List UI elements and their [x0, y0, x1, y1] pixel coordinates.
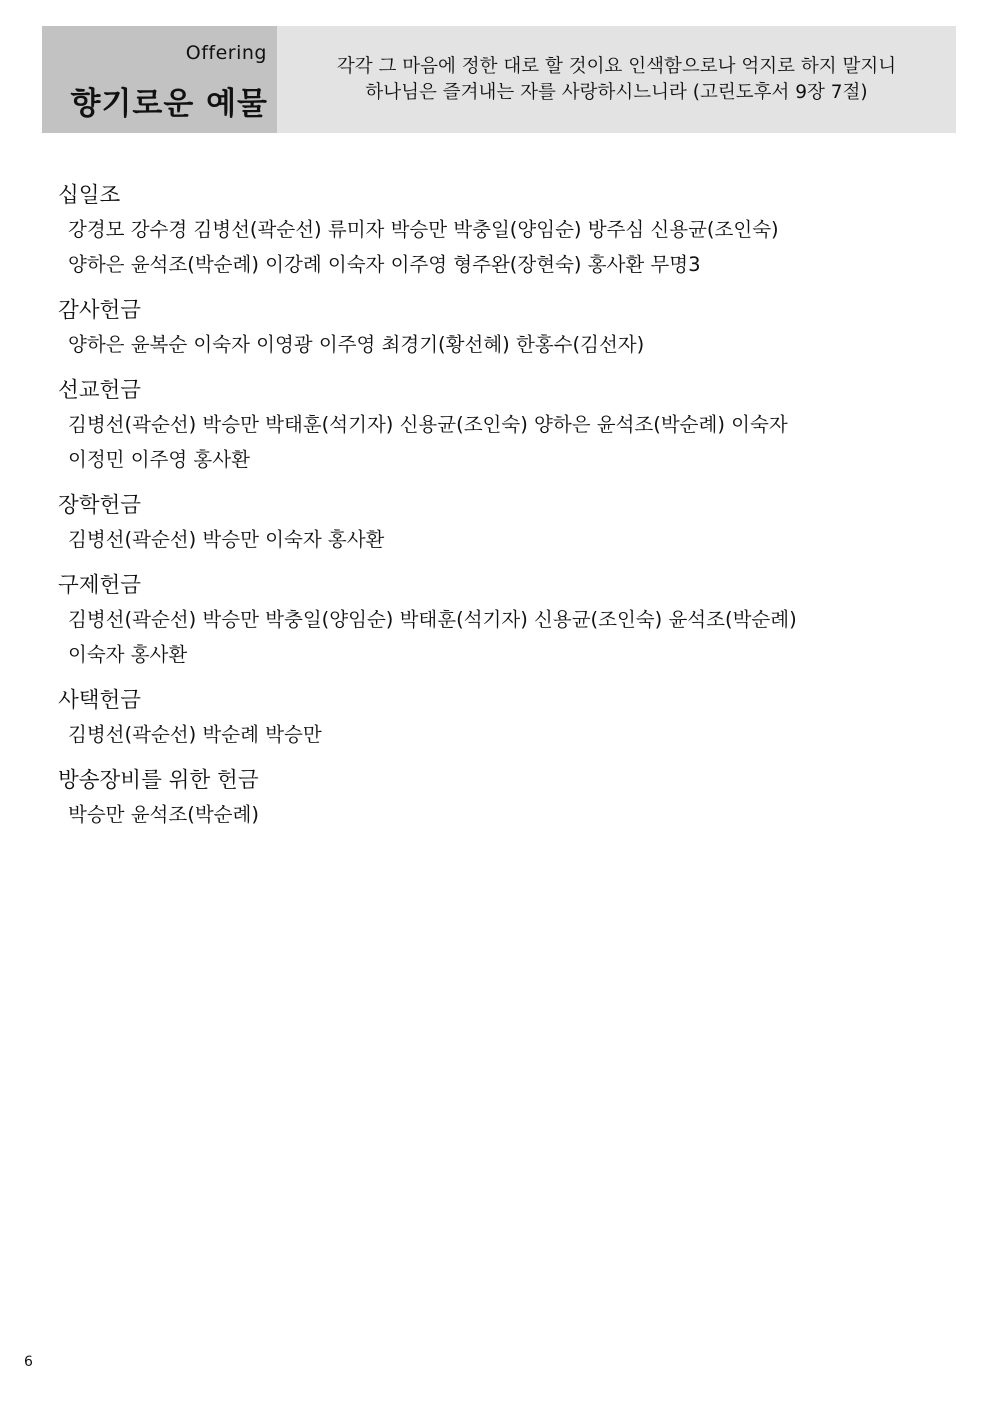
section-parsonage [58, 685, 938, 752]
section-title: 십일조 [58, 183, 121, 208]
section-thanksgiving [58, 295, 938, 362]
section-title: 방송장비를 위한 헌금 [58, 768, 259, 793]
header-title-korean: 향기로운 예물 [70, 86, 268, 122]
section-title: 장학헌금 [58, 493, 142, 518]
donor-names-line: 김병선(곽순선) 박승만 박충일(양임순) 박태훈(석기자) 신용균(조인숙) 윤석조(박순례) [68, 608, 797, 631]
offering-header [42, 26, 956, 133]
section-mission [58, 375, 938, 477]
section-title: 선교헌금 [58, 378, 142, 403]
section-title: 감사헌금 [58, 298, 142, 323]
donor-names-line: 김병선(곽순선) 박순례 박승만 [68, 723, 322, 746]
donor-names-line: 강경모 강수경 김병선(곽순선) 류미자 박승만 박충일(양임순) 방주심 신용균(조인숙) [68, 218, 779, 241]
donor-names-line: 이정민 이주영 홍사환 [68, 448, 250, 471]
section-tithe [58, 180, 938, 282]
section-title: 구제헌금 [58, 573, 142, 598]
donor-names-line: 양하은 윤복순 이숙자 이영광 이주영 최경기(황선혜) 한홍수(김선자) [68, 333, 645, 356]
donor-names-line: 박승만 윤석조(박순례) [68, 803, 259, 826]
donor-names-line: 이숙자 홍사환 [68, 643, 188, 666]
donor-names-line: 김병선(곽순선) 박승만 이숙자 홍사환 [68, 528, 385, 551]
verse-line: 하나님은 즐겨내는 자를 사랑하시느니라 (고린도후서 9장 7절) [365, 81, 868, 103]
offering-list [58, 180, 938, 845]
scripture-verse [277, 26, 956, 133]
section-title: 사택헌금 [58, 688, 142, 713]
verse-line: 각각 그 마음에 정한 대로 할 것이요 인색함으로나 억지로 하지 말지니 [336, 55, 897, 77]
donor-names-line: 양하은 윤석조(박순례) 이강례 이숙자 이주영 형주완(장현숙) 홍사환 무명3 [68, 253, 701, 276]
header-title-box [42, 26, 277, 133]
section-broadcast-equipment [58, 765, 938, 832]
section-scholarship [58, 490, 938, 557]
header-title-english: Offering [185, 42, 267, 64]
page-number: 6 [24, 1354, 33, 1370]
donor-names-line: 김병선(곽순선) 박승만 박태훈(석기자) 신용균(조인숙) 양하은 윤석조(박순례) 이숙자 [68, 413, 788, 436]
section-relief [58, 570, 938, 672]
